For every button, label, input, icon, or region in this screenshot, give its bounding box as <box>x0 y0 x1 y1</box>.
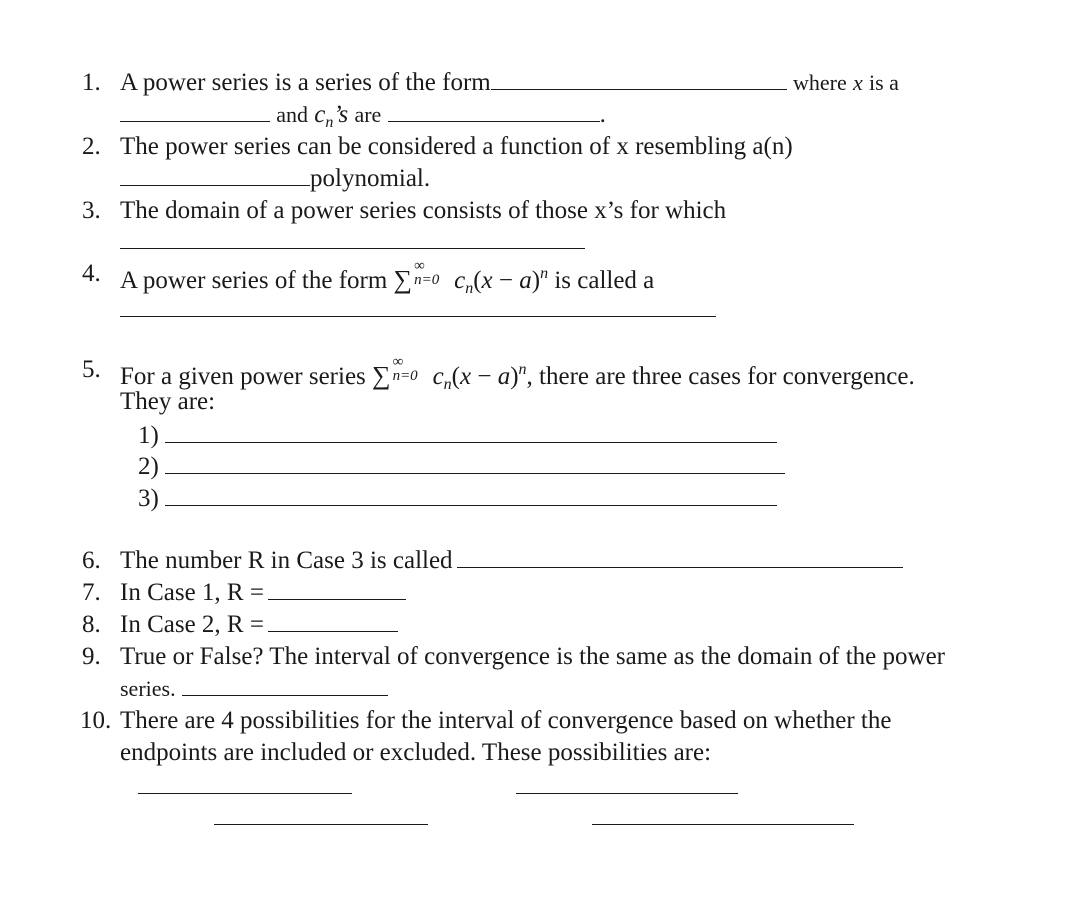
q3-blank[interactable] <box>120 248 585 249</box>
q9-blank[interactable] <box>182 675 388 696</box>
q8-blank[interactable] <box>268 611 398 632</box>
q1-text: A power series is a series of the form <box>120 69 491 96</box>
q5-they-are: They are: <box>120 388 216 415</box>
q5-upper: ∞ <box>392 354 404 370</box>
q5-limits <box>391 355 433 385</box>
q7-text: In Case 1, R = <box>120 579 264 606</box>
q9-line2 <box>120 674 388 704</box>
q9-series: series. <box>120 676 176 701</box>
q6-text: The number R in Case 3 is called <box>120 547 453 574</box>
q5-close: ) <box>510 363 519 390</box>
q7-number: 7. <box>82 579 101 606</box>
q1-number: 1. <box>82 69 101 96</box>
q5-case3-blank[interactable] <box>165 485 777 506</box>
q1-are: are <box>354 102 382 127</box>
q5-case3-label: 3) <box>138 485 159 512</box>
q2-number: 2. <box>82 133 101 160</box>
q6-number: 6. <box>82 547 101 574</box>
q6-blank[interactable] <box>457 547 903 568</box>
q5-number: 5. <box>82 356 101 383</box>
q2-line2 <box>120 164 430 194</box>
q3-text: The domain of a power series consists of those x’s for which <box>120 197 727 224</box>
q5-sigma: ∑ <box>372 361 391 390</box>
q4-a: a <box>519 267 532 294</box>
q10-blank-4[interactable] <box>592 824 854 825</box>
q4-upper: ∞ <box>414 258 425 274</box>
q5-case1-label: 1) <box>138 422 159 449</box>
q8-text: In Case 2, R = <box>120 611 264 638</box>
q8-line <box>120 610 398 640</box>
q4-sigma: ∑ <box>393 265 413 294</box>
q5-case1 <box>138 421 777 451</box>
q5-line1 <box>120 355 915 400</box>
q10-blank-2[interactable] <box>516 793 738 794</box>
q1-where: where <box>792 70 847 95</box>
q1-blank-x[interactable] <box>120 101 270 122</box>
q4-called: is called a <box>554 267 655 294</box>
q4-minus: − <box>492 267 520 294</box>
q10-text-b: endpoints are included or excluded. These possibilities are: <box>120 739 712 766</box>
q4-c-sub: n <box>465 280 474 297</box>
q10-blank-1[interactable] <box>138 793 352 794</box>
q7-line <box>120 578 406 608</box>
q8-number: 8. <box>82 611 101 638</box>
q9-text: True or False? The interval of convergence is the same as the domain of the power <box>120 643 945 670</box>
q4-exp: n <box>540 265 549 282</box>
q1-apos: ’s <box>333 101 349 128</box>
q1-line1 <box>120 68 899 98</box>
q1-and: and <box>276 102 309 127</box>
q4-lower: n=0 <box>414 272 440 288</box>
q5-case3 <box>138 484 777 514</box>
q1-is-a: is a <box>869 70 899 95</box>
q4-close: ) <box>531 267 541 294</box>
q1-cn-sub: n <box>325 114 334 131</box>
q4-x: x <box>481 267 493 294</box>
q9-number: 9. <box>82 643 101 670</box>
q4-number: 4. <box>82 260 101 287</box>
q1-blank-cn[interactable] <box>388 101 600 122</box>
q5-lower: n=0 <box>392 368 418 384</box>
q3-number: 3. <box>82 197 101 224</box>
q4-open: ( <box>473 267 482 294</box>
q4-line1 <box>120 259 654 304</box>
q2-polynomial: polynomial. <box>310 165 431 192</box>
q10-text-a: There are 4 possibilities for the interval of convergence based on whether the <box>120 707 892 734</box>
q10-blank-3[interactable] <box>214 824 428 825</box>
q5-c-sub: n <box>443 376 452 393</box>
q7-blank[interactable] <box>268 579 406 600</box>
q2-blank[interactable] <box>120 165 310 186</box>
q5-text: For a given power series <box>120 363 366 390</box>
q5-minus: − <box>471 363 498 390</box>
q5-c: c <box>432 363 444 390</box>
q1-blank-form[interactable] <box>491 69 787 90</box>
q5-cases-text: , there are three cases for convergence. <box>526 363 915 390</box>
q4-text: A power series of the form <box>120 267 388 294</box>
q10-number: 10. <box>80 707 112 734</box>
q5-a: a <box>497 363 511 390</box>
q5-case2-blank[interactable] <box>165 453 785 474</box>
q5-exp: n <box>518 361 527 378</box>
q1-period: . <box>599 101 606 128</box>
q1-x: x <box>852 70 863 95</box>
q5-x: x <box>460 363 472 390</box>
q1-cn: c <box>314 101 326 128</box>
q5-case2-label: 2) <box>138 453 159 480</box>
q6-line <box>120 546 903 576</box>
q5-open: ( <box>451 363 460 390</box>
q4-blank[interactable] <box>120 316 716 317</box>
q2-text: The power series can be considered a function of x resembling a(n) <box>120 133 793 160</box>
q4-c: c <box>454 267 466 294</box>
q5-case2 <box>138 452 785 482</box>
q4-limits <box>412 259 454 289</box>
q5-case1-blank[interactable] <box>165 422 777 443</box>
